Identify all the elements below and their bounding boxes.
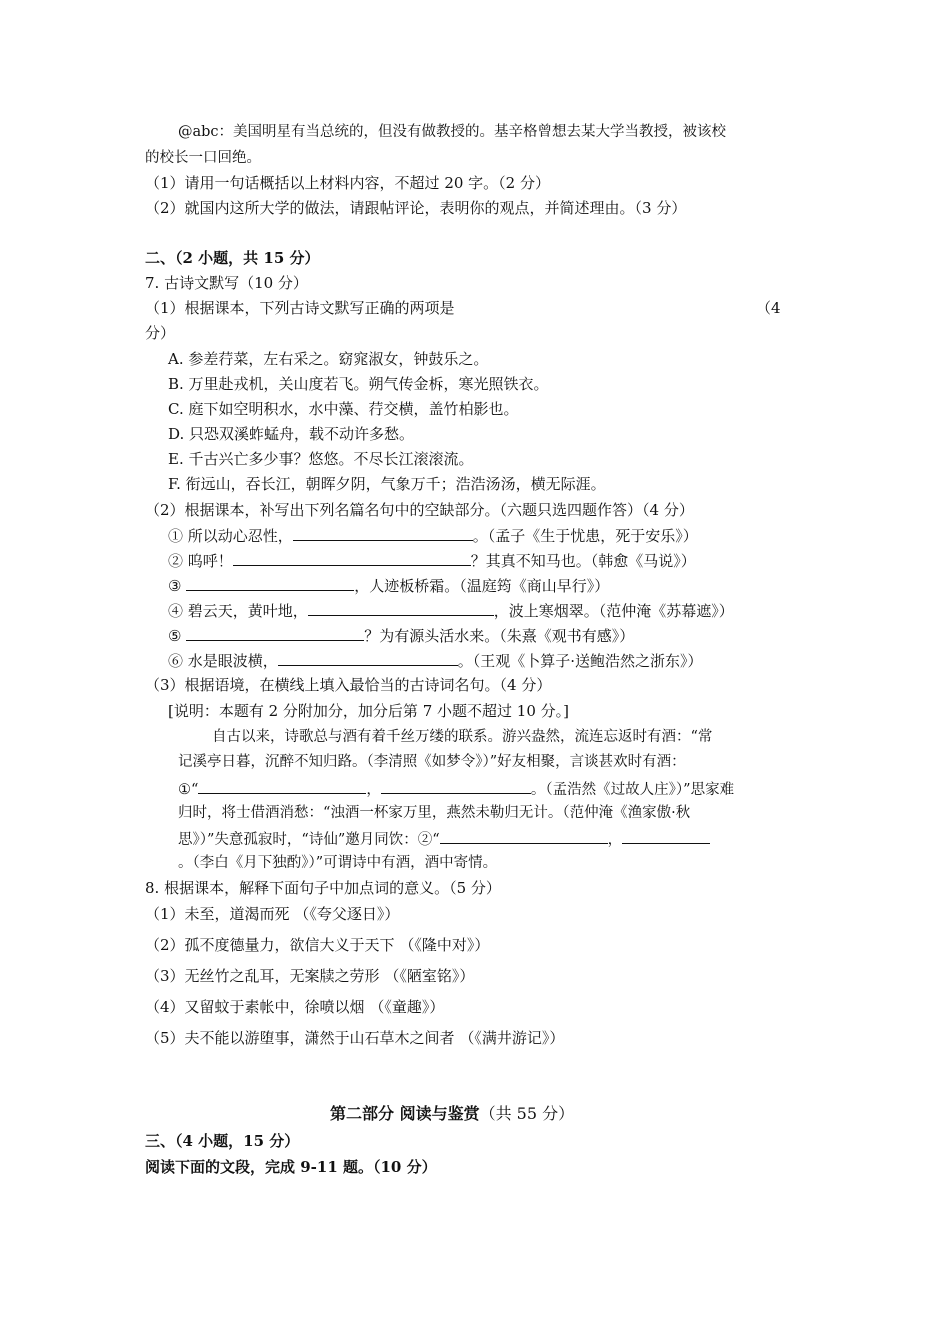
fill-item-3 [168, 575, 609, 596]
fill-item-1 [168, 525, 698, 546]
fill-item-1-pre: ① 所以动心忍性， [168, 527, 293, 545]
fill-item-4 [168, 600, 734, 621]
q7-part1-score: （4 [756, 299, 781, 317]
q7-option-a: A. 参差荇菜，左右采之。窈窕淑女，钟鼓乐之。 [168, 350, 489, 368]
passage-line-4: 归时，将士借酒消愁：“浊酒一杯家万里，燕然未勒归无计。（范仲淹《渔家傲·秋 [178, 805, 691, 821]
passage-line-5-b: ， [607, 832, 623, 848]
fill-item-6 [168, 650, 703, 671]
passage-line-1: 自古以来，诗歌总与酒有着千丝万缕的联系。游兴盎然，流连忘返时有酒：“常 [212, 729, 713, 745]
fill-item-4-pre: ④ 碧云天，黄叶地， [168, 602, 308, 620]
q8-item-2: （2）孤不度德量力，欲信大义于天下 （《隆中对》） [145, 936, 490, 954]
passage-line-2: 记溪亭日暮，沉醉不知归路。（李清照《如梦令》）”好友相聚，言谈甚欢时有酒： [178, 754, 686, 770]
fill-item-2-post: ？其真不知马也。（韩愈《马说》） [470, 552, 696, 570]
q8-item-3: （3）无丝竹之乱耳，无案牍之劳形 （《陋室铭》） [145, 967, 475, 985]
fill-item-5-pre: ⑤ [168, 627, 187, 645]
q7-part1-score-cont: 分） [145, 324, 176, 342]
section-3-instruction: 阅读下面的文段，完成 9-11 题。（10 分） [145, 1158, 437, 1176]
passage-line-5-a: 思》）”失意孤寂时，“诗仙”邀月同饮：②“ [178, 832, 440, 848]
fill-item-4-blank[interactable] [308, 600, 494, 616]
q7-option-b: B. 万里赴戎机，关山度若飞。朔气传金柝，寒光照铁衣。 [168, 375, 549, 393]
passage-blank-1b[interactable] [381, 778, 531, 794]
passage-line-3-b: ， [366, 782, 381, 798]
q8-item-5: （5）夫不能以游堕事，潇然于山石草木之间者 （《满井游记》） [145, 1029, 565, 1047]
fill-item-2-pre: ② 呜呼！ [168, 552, 233, 570]
passage-blank-1a[interactable] [198, 778, 366, 794]
q8-title: 8. 根据课本，解释下面句子中加点词的意义。（5 分） [145, 879, 501, 897]
fill-item-4-post: ，波上寒烟翠。（范仲淹《苏幕遮》） [493, 602, 734, 620]
intro-question-2: （2）就国内这所大学的做法，请跟帖评论，表明你的观点，并简述理由。（3 分） [145, 199, 687, 217]
passage-line-3 [178, 778, 734, 800]
passage-line-3-c: 。（孟浩然《过故人庄》）”思家难 [530, 782, 735, 798]
fill-item-3-blank[interactable] [186, 575, 354, 591]
intro-question-1: （1）请用一句话概括以上材料内容，不超过 20 字。（2 分） [145, 174, 550, 192]
q7-title: 7. 古诗文默写（10 分） [145, 274, 308, 292]
q7-option-c: C. 庭下如空明积水，水中藻、荇交横，盖竹柏影也。 [168, 400, 519, 418]
part-2-title [330, 1104, 574, 1124]
fill-item-3-post: ，人迹板桥霜。（温庭筠《商山早行》） [354, 577, 610, 595]
passage-blank-2a[interactable] [440, 828, 608, 844]
passage-line-3-a: ①“ [178, 782, 199, 798]
fill-item-1-blank[interactable] [293, 525, 473, 541]
fill-item-3-pre: ③ [168, 577, 187, 595]
q8-item-1: （1）未至，道渴而死 （《夸父逐日》） [145, 905, 400, 923]
q7-option-e: E. 千古兴亡多少事？悠悠。不尽长江滚滚流。 [168, 450, 474, 468]
passage-blank-2b[interactable] [622, 828, 710, 844]
intro-line-1: @abc：美国明星有当总统的，但没有做教授的。基辛格曾想去某大学当教授，被该校 [178, 124, 727, 140]
fill-item-6-pre: ⑥ 水是眼波横， [168, 652, 278, 670]
q8-item-4: （4）又留蚊于素帐中，徐喷以烟 （《童趣》） [145, 998, 445, 1016]
q7-part3-note: [说明：本题有 2 分附加分，加分后第 7 小题不超过 10 分。] [168, 702, 569, 720]
q7-option-d: D. 只恐双溪蚱蜢舟，载不动许多愁。 [168, 425, 415, 443]
part-2-title-score: （共 55 分） [479, 1104, 575, 1123]
fill-item-5 [168, 625, 634, 646]
q7-part1-stem: （1）根据课本，下列古诗文默写正确的两项是 [145, 299, 455, 317]
fill-item-1-post: 。（孟子《生于忧患，死于安乐》） [472, 527, 698, 545]
section-3-heading: 三、（4 小题，15 分） [145, 1132, 300, 1150]
q7-part3-stem: （3）根据语境，在横线上填入最恰当的古诗词名句。（4 分） [145, 676, 552, 694]
passage-line-6: 。（李白《月下独酌》）”可谓诗中有酒，酒中寄情。 [178, 855, 498, 871]
q7-part2-stem: （2）根据课本，补写出下列名篇名句中的空缺部分。（六题只选四题作答）（4 分） [145, 501, 694, 519]
passage-line-5 [178, 828, 710, 850]
q7-option-f: F. 衔远山，吞长江，朝晖夕阴，气象万千；浩浩汤汤，横无际涯。 [168, 475, 606, 493]
fill-item-6-post: 。（王观《卜算子·送鲍浩然之浙东》） [457, 652, 703, 670]
fill-item-5-blank[interactable] [186, 625, 364, 641]
fill-item-6-blank[interactable] [278, 650, 458, 666]
section-2-heading: 二、（2 小题，共 15 分） [145, 249, 320, 267]
fill-item-5-post: ？为有源头活水来。（朱熹《观书有感》） [364, 627, 635, 645]
intro-line-2: 的校长一口回绝。 [145, 150, 261, 166]
fill-item-2 [168, 550, 696, 571]
fill-item-2-blank[interactable] [233, 550, 471, 566]
part-2-title-main: 第二部分 阅读与鉴赏 [330, 1104, 480, 1123]
